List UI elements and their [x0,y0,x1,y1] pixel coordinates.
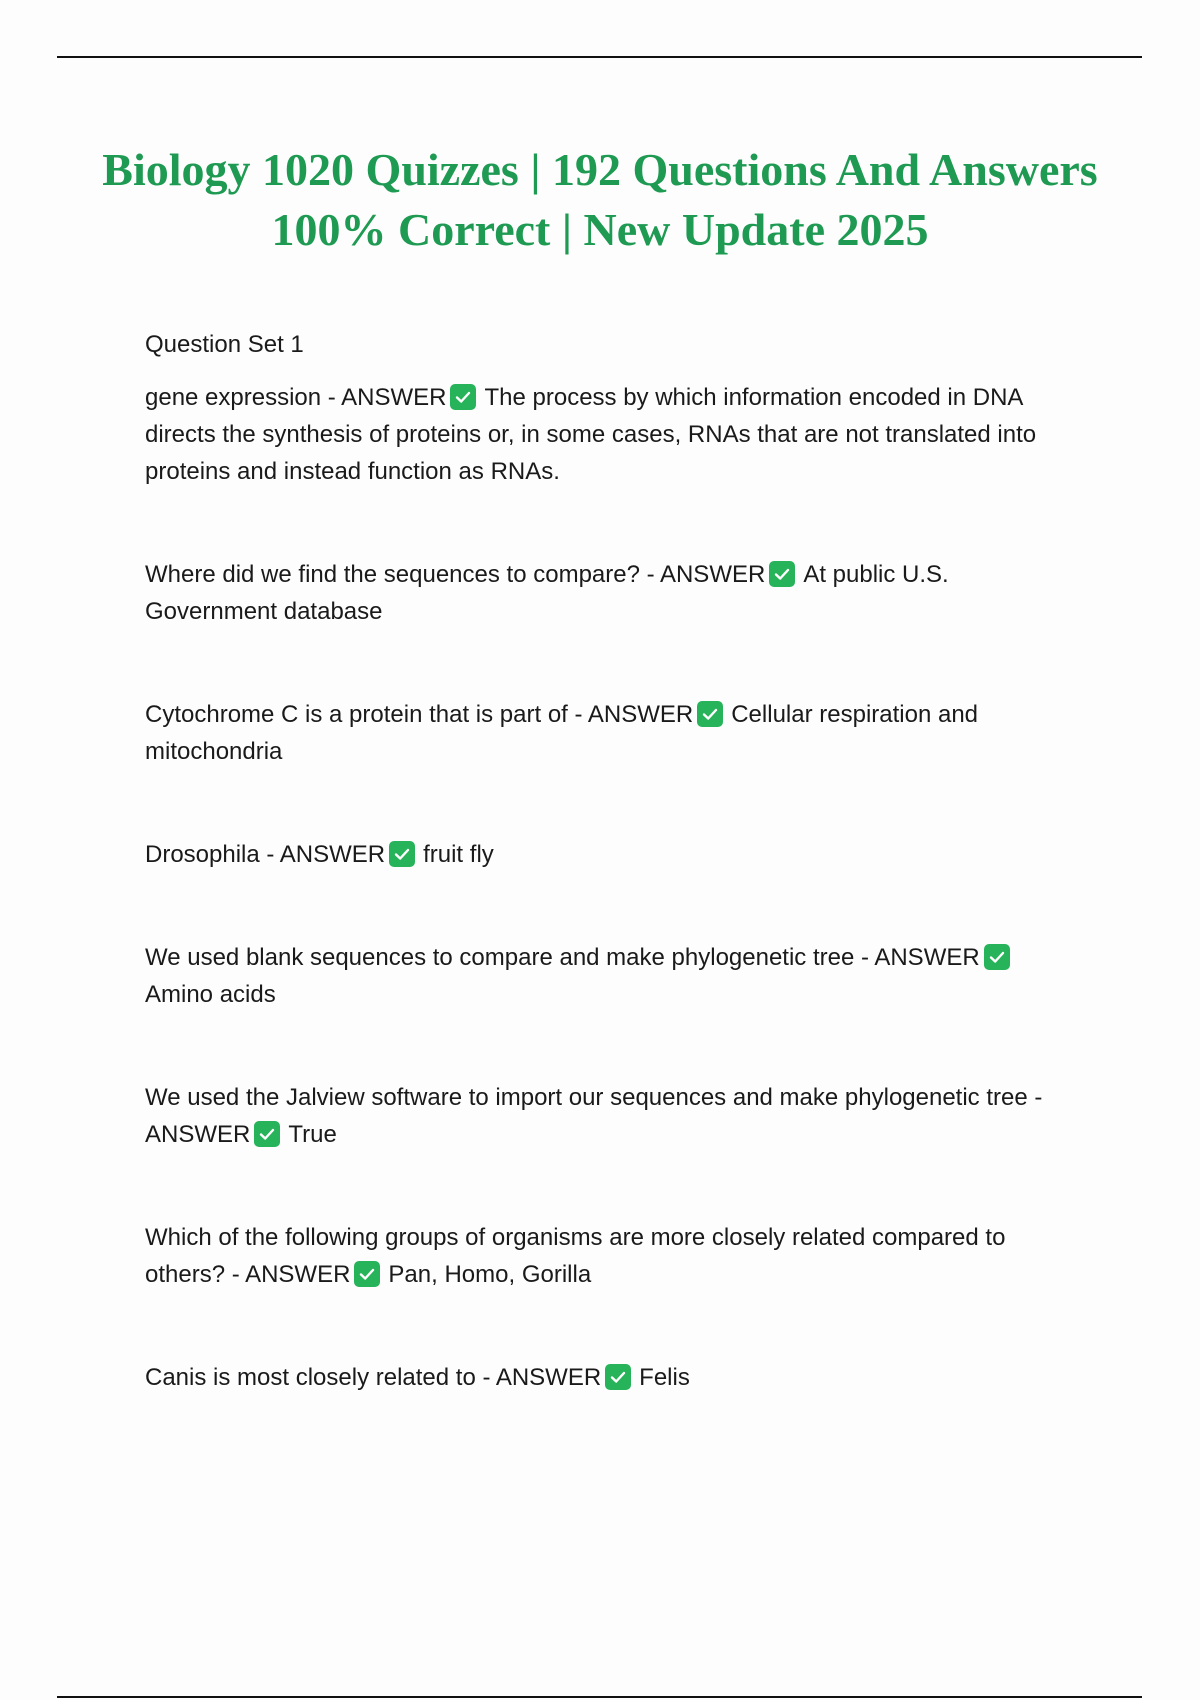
document-body [145,326,1085,1396]
question-text: Which of the following groups of organisms are more closely related compared to others? [145,1224,1006,1288]
question-text: gene expression [145,384,322,411]
answer-text: Amino acids [145,981,276,1008]
qa-item: Which of the following groups of organisms are more closely related compared to others? - ANSWER Pan, Homo, Gorilla [145,1224,1006,1288]
checkmark-icon [697,701,723,727]
answer-marker: ANSWER [341,384,447,411]
question-set-label: Question Set 1 [145,331,304,358]
qa-item: Where did we find the sequences to compare? - ANSWER At public U.S. Government database [145,561,949,625]
question-text: We used the Jalview software to import our sequences and make phylogenetic tree [145,1084,1028,1111]
question-text: Canis is most closely related to [145,1364,476,1391]
checkmark-icon [984,944,1010,970]
question-text: We used blank sequences to compare and make phylogenetic tree [145,944,855,971]
answer-text: Felis [639,1364,690,1391]
qa-item: Cytochrome C is a protein that is part of - ANSWER Cellular respiration and mitochondria [145,701,979,765]
answer-text: True [288,1121,337,1148]
checkmark-icon [389,841,415,867]
answer-text: At public U.S. Government database [145,561,949,625]
qa-item: gene expression - ANSWER The process by which information encoded in DNA directs the synthesis of proteins or, in some cases, RNAs that are not translated into proteins and instead function as RNAs. [145,384,1037,485]
checkmark-icon [450,384,476,410]
checkmark-icon [769,561,795,587]
question-text: Where did we find the sequences to compare? [145,561,640,588]
answer-marker: ANSWER [145,1121,251,1148]
answer-text: The process by which information encoded in DNA directs the synthesis of proteins or, in some cases, RNAs that are not translated into proteins and instead function as RNAs. [145,384,1037,485]
answer-marker: ANSWER [659,561,766,588]
bottom-rule [57,1696,1142,1698]
checkmark-icon [605,1364,631,1390]
answer-marker: ANSWER [874,944,980,971]
qa-item: Canis is most closely related to - ANSWER Felis [145,1364,690,1391]
checkmark-icon [254,1121,280,1147]
answer-text: Cellular respiration and mitochondria [145,701,979,765]
qa-list [145,379,1085,1396]
answer-marker: ANSWER [279,841,386,868]
checkmark-icon [354,1261,380,1287]
answer-marker: ANSWER [245,1261,351,1288]
qa-item: Drosophila - ANSWER fruit fly [145,841,494,868]
answer-text: fruit fly [423,841,494,868]
answer-marker: ANSWER [495,1364,602,1391]
qa-item: We used the Jalview software to import our sequences and make phylogenetic tree - ANSWER True [145,1084,1043,1148]
top-rule [57,56,1142,58]
answer-text: Pan, Homo, Gorilla [388,1261,592,1288]
answer-marker: ANSWER [587,701,694,728]
document-title: Biology 1020 Quizzes | 192 Questions And Answers 100% Correct | New Update 2025 [102,144,1098,255]
question-text: Cytochrome C is a protein that is part of [145,701,568,728]
question-text: Drosophila [145,841,260,868]
qa-item: We used blank sequences to compare and make phylogenetic tree - ANSWER Amino acids [145,939,1085,1013]
